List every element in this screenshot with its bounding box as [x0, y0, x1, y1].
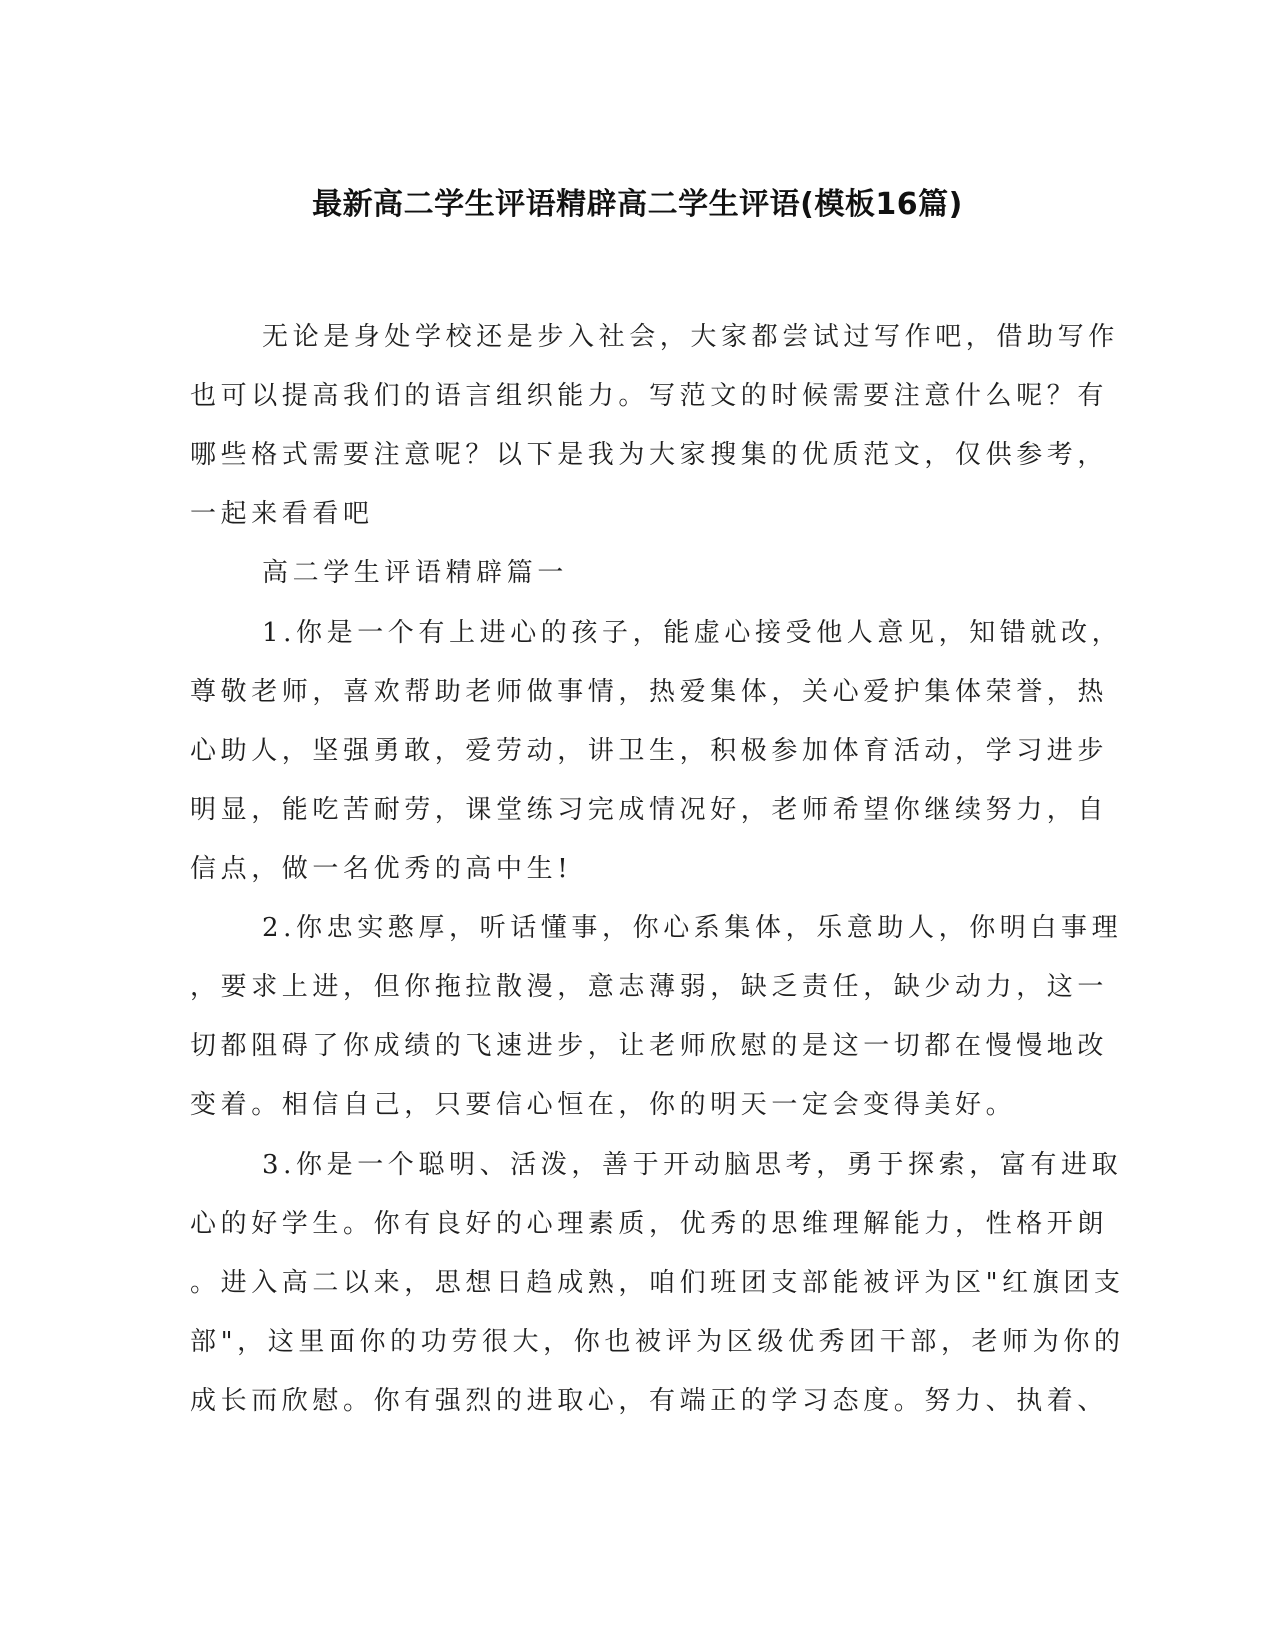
paragraph-line: 明显，能吃苦耐劳，课堂练习完成情况好，老师希望你继续努力，自 — [190, 795, 1109, 825]
paragraph-line: 信点，做一名优秀的高中生! — [190, 854, 573, 884]
paragraph-line: 。进入高二以来，思想日趋成熟，咱们班团支部能被评为区"红旗团支 — [190, 1268, 1125, 1298]
paragraph-line: 尊敬老师，喜欢帮助老师做事情，热爱集体，关心爱护集体荣誉，热 — [190, 677, 1109, 707]
paragraph-line: 切都阻碍了你成绩的飞速进步，让老师欣慰的是这一切都在慢慢地改 — [190, 1031, 1109, 1061]
paragraph-line: 1.你是一个有上进心的孩子，能虚心接受他人意见，知错就改， — [262, 618, 1123, 648]
paragraph-line: 也可以提高我们的语言组织能力。写范文的时候需要注意什么呢？有 — [190, 381, 1109, 411]
paragraph-line: 心助人，坚强勇敢，爱劳动，讲卫生，积极参加体育活动，学习进步 — [190, 736, 1109, 766]
section-heading: 高二学生评语精辟篇一 — [262, 558, 569, 588]
paragraph-line: 3.你是一个聪明、活泼，善于开动脑思考，勇于探索，富有进取 — [262, 1150, 1123, 1180]
paragraph-line: 一起来看看吧 — [190, 499, 374, 529]
document-title: 最新高二学生评语精辟高二学生评语(模板16篇) — [312, 187, 963, 222]
paragraph-line: 无论是身处学校还是步入社会，大家都尝试过写作吧，借助写作 — [262, 322, 1119, 352]
paragraph-line: 2.你忠实憨厚，听话懂事，你心系集体，乐意助人，你明白事理 — [262, 913, 1123, 943]
paragraph-line: 心的好学生。你有良好的心理素质，优秀的思维理解能力，性格开朗 — [190, 1209, 1109, 1239]
paragraph-line: 部"，这里面你的功劳很大，你也被评为区级优秀团干部，老师为你的 — [190, 1327, 1125, 1357]
paragraph-line: ，要求上进，但你拖拉散漫，意志薄弱，缺乏责任，缺少动力，这一 — [190, 972, 1109, 1002]
paragraph-line: 哪些格式需要注意呢？以下是我为大家搜集的优质范文，仅供参考， — [190, 440, 1109, 470]
paragraph-line: 成长而欣慰。你有强烈的进取心，有端正的学习态度。努力、执着、 — [190, 1386, 1109, 1416]
paragraph-line: 变着。相信自己，只要信心恒在，你的明天一定会变得美好。 — [190, 1090, 1017, 1120]
